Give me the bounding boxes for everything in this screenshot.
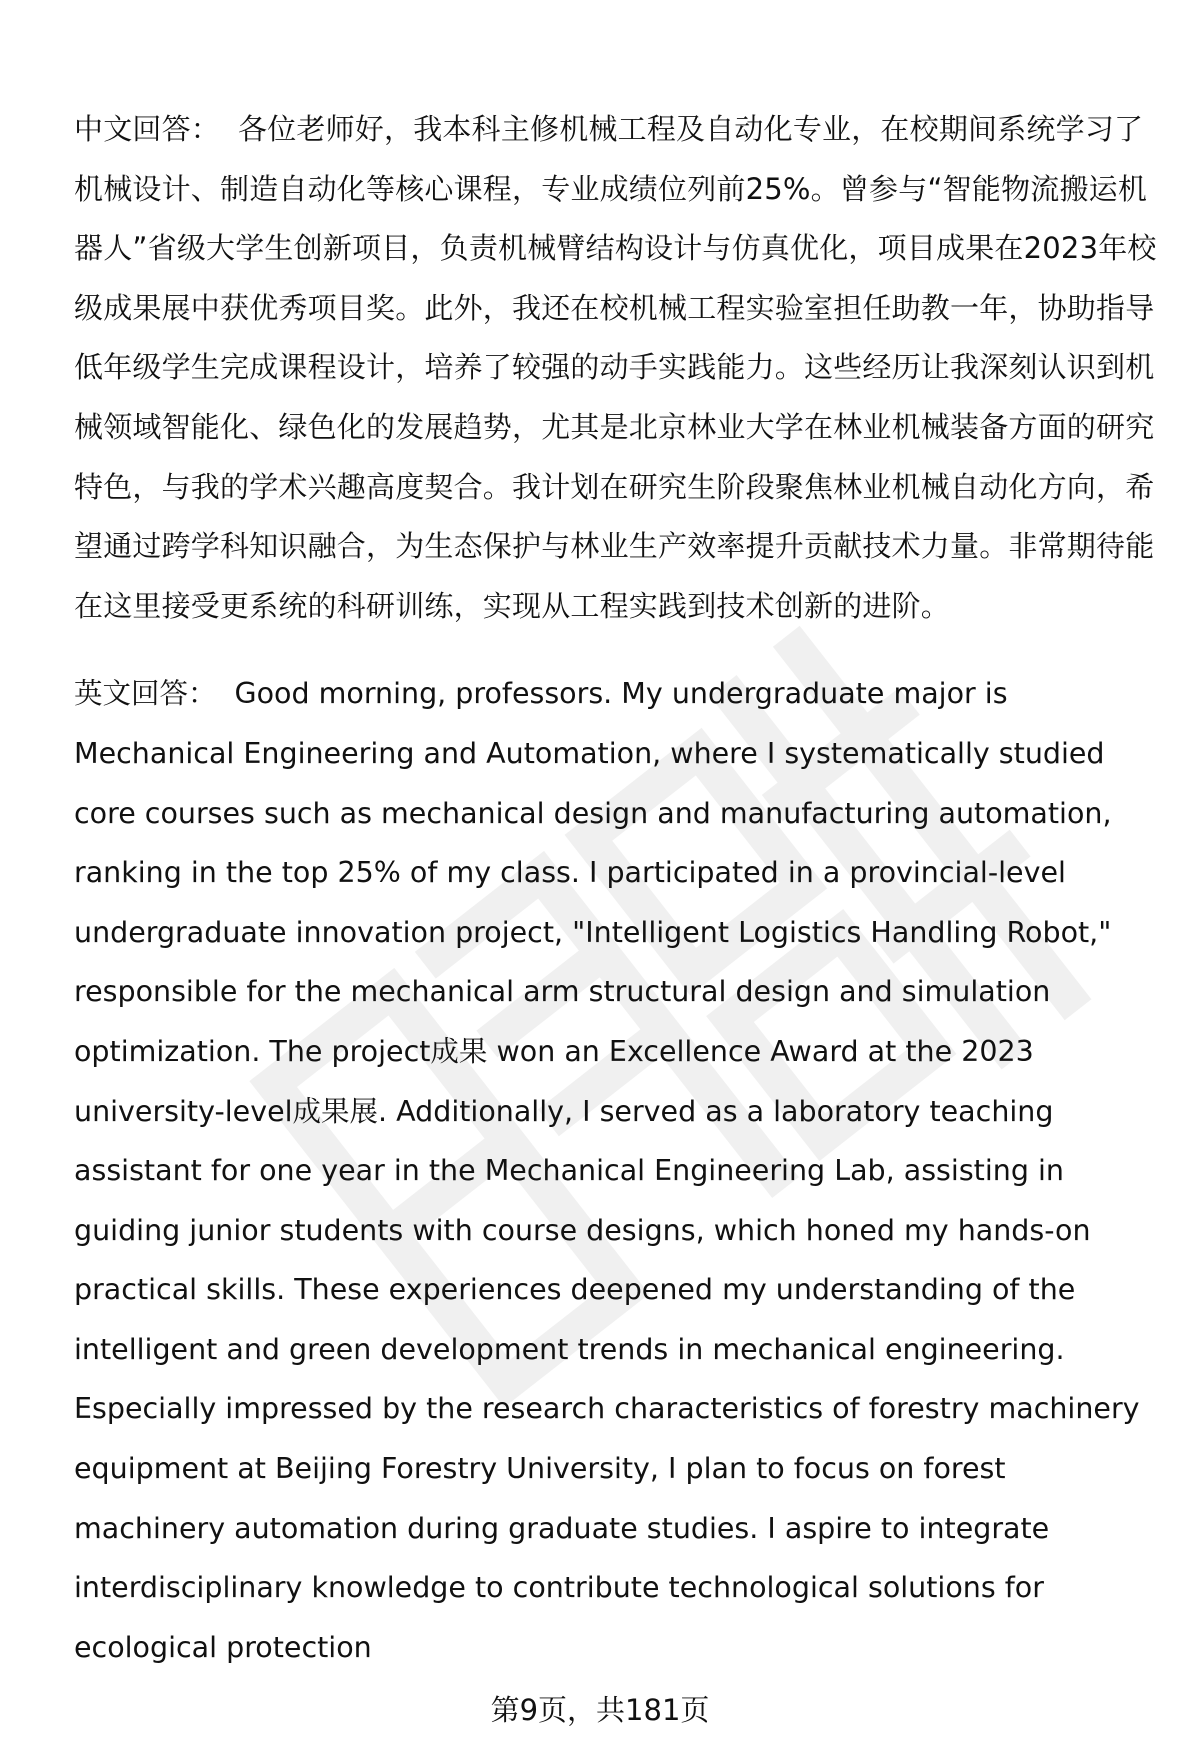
english-answer-paragraph (74, 664, 1164, 1677)
chinese-answer-label: 中文回答： (74, 112, 221, 146)
page-number: 第9页，共181页 (490, 1693, 710, 1727)
english-answer-text: Good morning, professors. My undergraduate major is Mechanical Engineering and Automation, where I systematically studied core courses such as mechanical design and manufacturing automation, ranking in the top 25% of my class. I participated in a provincial-level undergraduate innovation project, "Intelligent Logistics Handling Robot," responsible for the mechanical arm structural design and simulation optimization. The project成果 won an Excellence Award at the 2023 university-level成果展. Additionally, I served as a laboratory teaching assistant for one year in the Mechanical Engineering Lab, assisting in guiding junior students with course designs, which honed my hands-on practical skills. These experiences deepened my understanding of the intelligent and green development trends in mechanical engineering. Especially impressed by the research characteristics of forestry machinery equipment at Beijing Forestry University, I plan to focus on forest machinery automation during graduate studies. I aspire to integrate interdisciplinary knowledge to contribute technological solutions for ecological protection (74, 677, 1140, 1664)
document-body (74, 100, 1164, 1677)
chinese-answer-text: 各位老师好，我本科主修机械工程及自动化专业，在校期间系统学习了机械设计、制造自动化等核心课程，专业成绩位列前25%。曾参与“智能物流搬运机器人”省级大学生创新项目，负责机械臂结构设计与仿真优化，项目成果在2023年校级成果展中获优秀项目奖。此外，我还在校机械工程实验室担任助教一年，协助指导低年级学生完成课程设计，培养了较强的动手实践能力。这些经历让我深刻认识到机械领域智能化、绿色化的发展趋势，尤其是北京林业大学在林业机械装备方面的研究特色，与我的学术兴趣高度契合。我计划在研究生阶段聚焦林业机械自动化方向，希望通过跨学科知识融合，为生态保护与林业生产效率提升贡献技术力量。非常期待能在这里接受更系统的科研训练，实现从工程实践到技术创新的进阶。 (74, 112, 1157, 623)
chinese-answer-paragraph (74, 100, 1164, 636)
english-answer-label: 英文回答： (74, 677, 217, 711)
